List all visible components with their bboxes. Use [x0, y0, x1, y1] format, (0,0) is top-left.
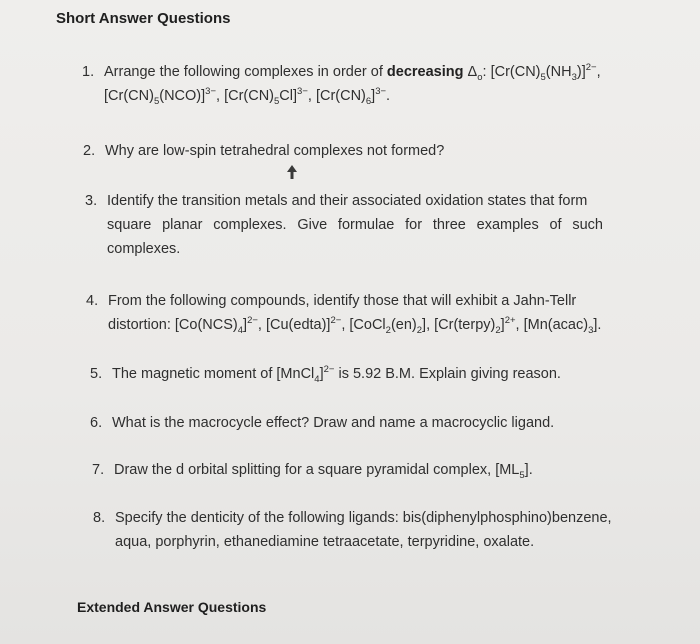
question-1-number: 1. [82, 64, 95, 80]
question-2-number: 2. [83, 143, 96, 159]
extended-answer-heading: Extended Answer Questions [77, 599, 267, 615]
question-8-number: 8. [93, 510, 106, 526]
complex-2: $[Cr(CN)_5(NCO)]^{3-}$ [104, 86, 216, 107]
compound-3: $[CoCl_2(en)_2]$ [349, 317, 427, 336]
complex-4: $[Cr(CN)_6]^{3-}$ [315, 86, 387, 107]
question-7-number: 7. [92, 462, 105, 478]
question-1: 1. Arrange the following complexes in order of decreasing $\Delta_o$: $[Cr(CN)_5(NH_3)]^{2-}$, $[Cr(CN)_5(NCO)]^{3-}$, $[Cr(CN)_5Cl]^{3-}$, $[Cr(CN)_6]^{3-}$. [82, 60, 642, 108]
compound-1: $[Co(NCS)_4]^{2-}$ [174, 315, 258, 336]
compound-2: [Cu(edta)]$^{2-}$ [265, 315, 342, 333]
question-5-number: 5. [90, 366, 103, 382]
question-2: 2. Why are low-spin tetrahedral complexes not formed? [83, 139, 643, 163]
question-3: 3. Identify the transition metals and their associated oxidation states that form square planar complexes. Give formulae for three examples of such complexes. [85, 189, 603, 261]
question-8: 8. Specify the denticity of the following ligands: bis(diphenylphosphino)benzene, aqua, porphyrin, ethanediamine tetraacetate, terpyridine, oxalate. [93, 506, 633, 554]
question-5: 5. The magnetic moment of [MnCl$_4$]$^{2-}$ is 5.92 B.M. Explain giving reason. [90, 362, 630, 386]
question-6: 6. What is the macrocycle effect? Draw and name a macrocyclic ligand. [90, 411, 630, 435]
complex-3: $[Cr(CN)_5Cl]^{3-}$ [224, 86, 308, 107]
question-4-number: 4. [86, 293, 99, 309]
compound-5: $[Mn(acac)_3]$. [523, 317, 602, 336]
delta-symbol: Δ [467, 64, 478, 80]
compound-4: $[Cr(terpy)_2]^{2+}$ [434, 315, 516, 336]
keyword-decreasing: decreasing [386, 64, 464, 80]
mouse-cursor-icon [287, 165, 297, 179]
complex-1: $[Cr(CN)_5(NH_3)]^{2-}$ [490, 62, 597, 83]
question-4: 4. From the following compounds, identify those that will exhibit a Jahn-Tellr distortion: $[Co(NCS)_4]^{2-}$, [Cu(edta)]$^{2-}$, $[CoCl_2(en)_2]$, $[Cr(terpy)_2]^{2+}$, $[Mn(acac)_3]$. [86, 289, 616, 337]
short-answer-heading: Short Answer Questions [56, 10, 231, 27]
question-6-number: 6. [90, 415, 103, 431]
question-3-number: 3. [85, 193, 98, 209]
question-7: 7. Draw the d orbital splitting for a square pyramidal complex, $[ML_5]$. [92, 458, 632, 482]
